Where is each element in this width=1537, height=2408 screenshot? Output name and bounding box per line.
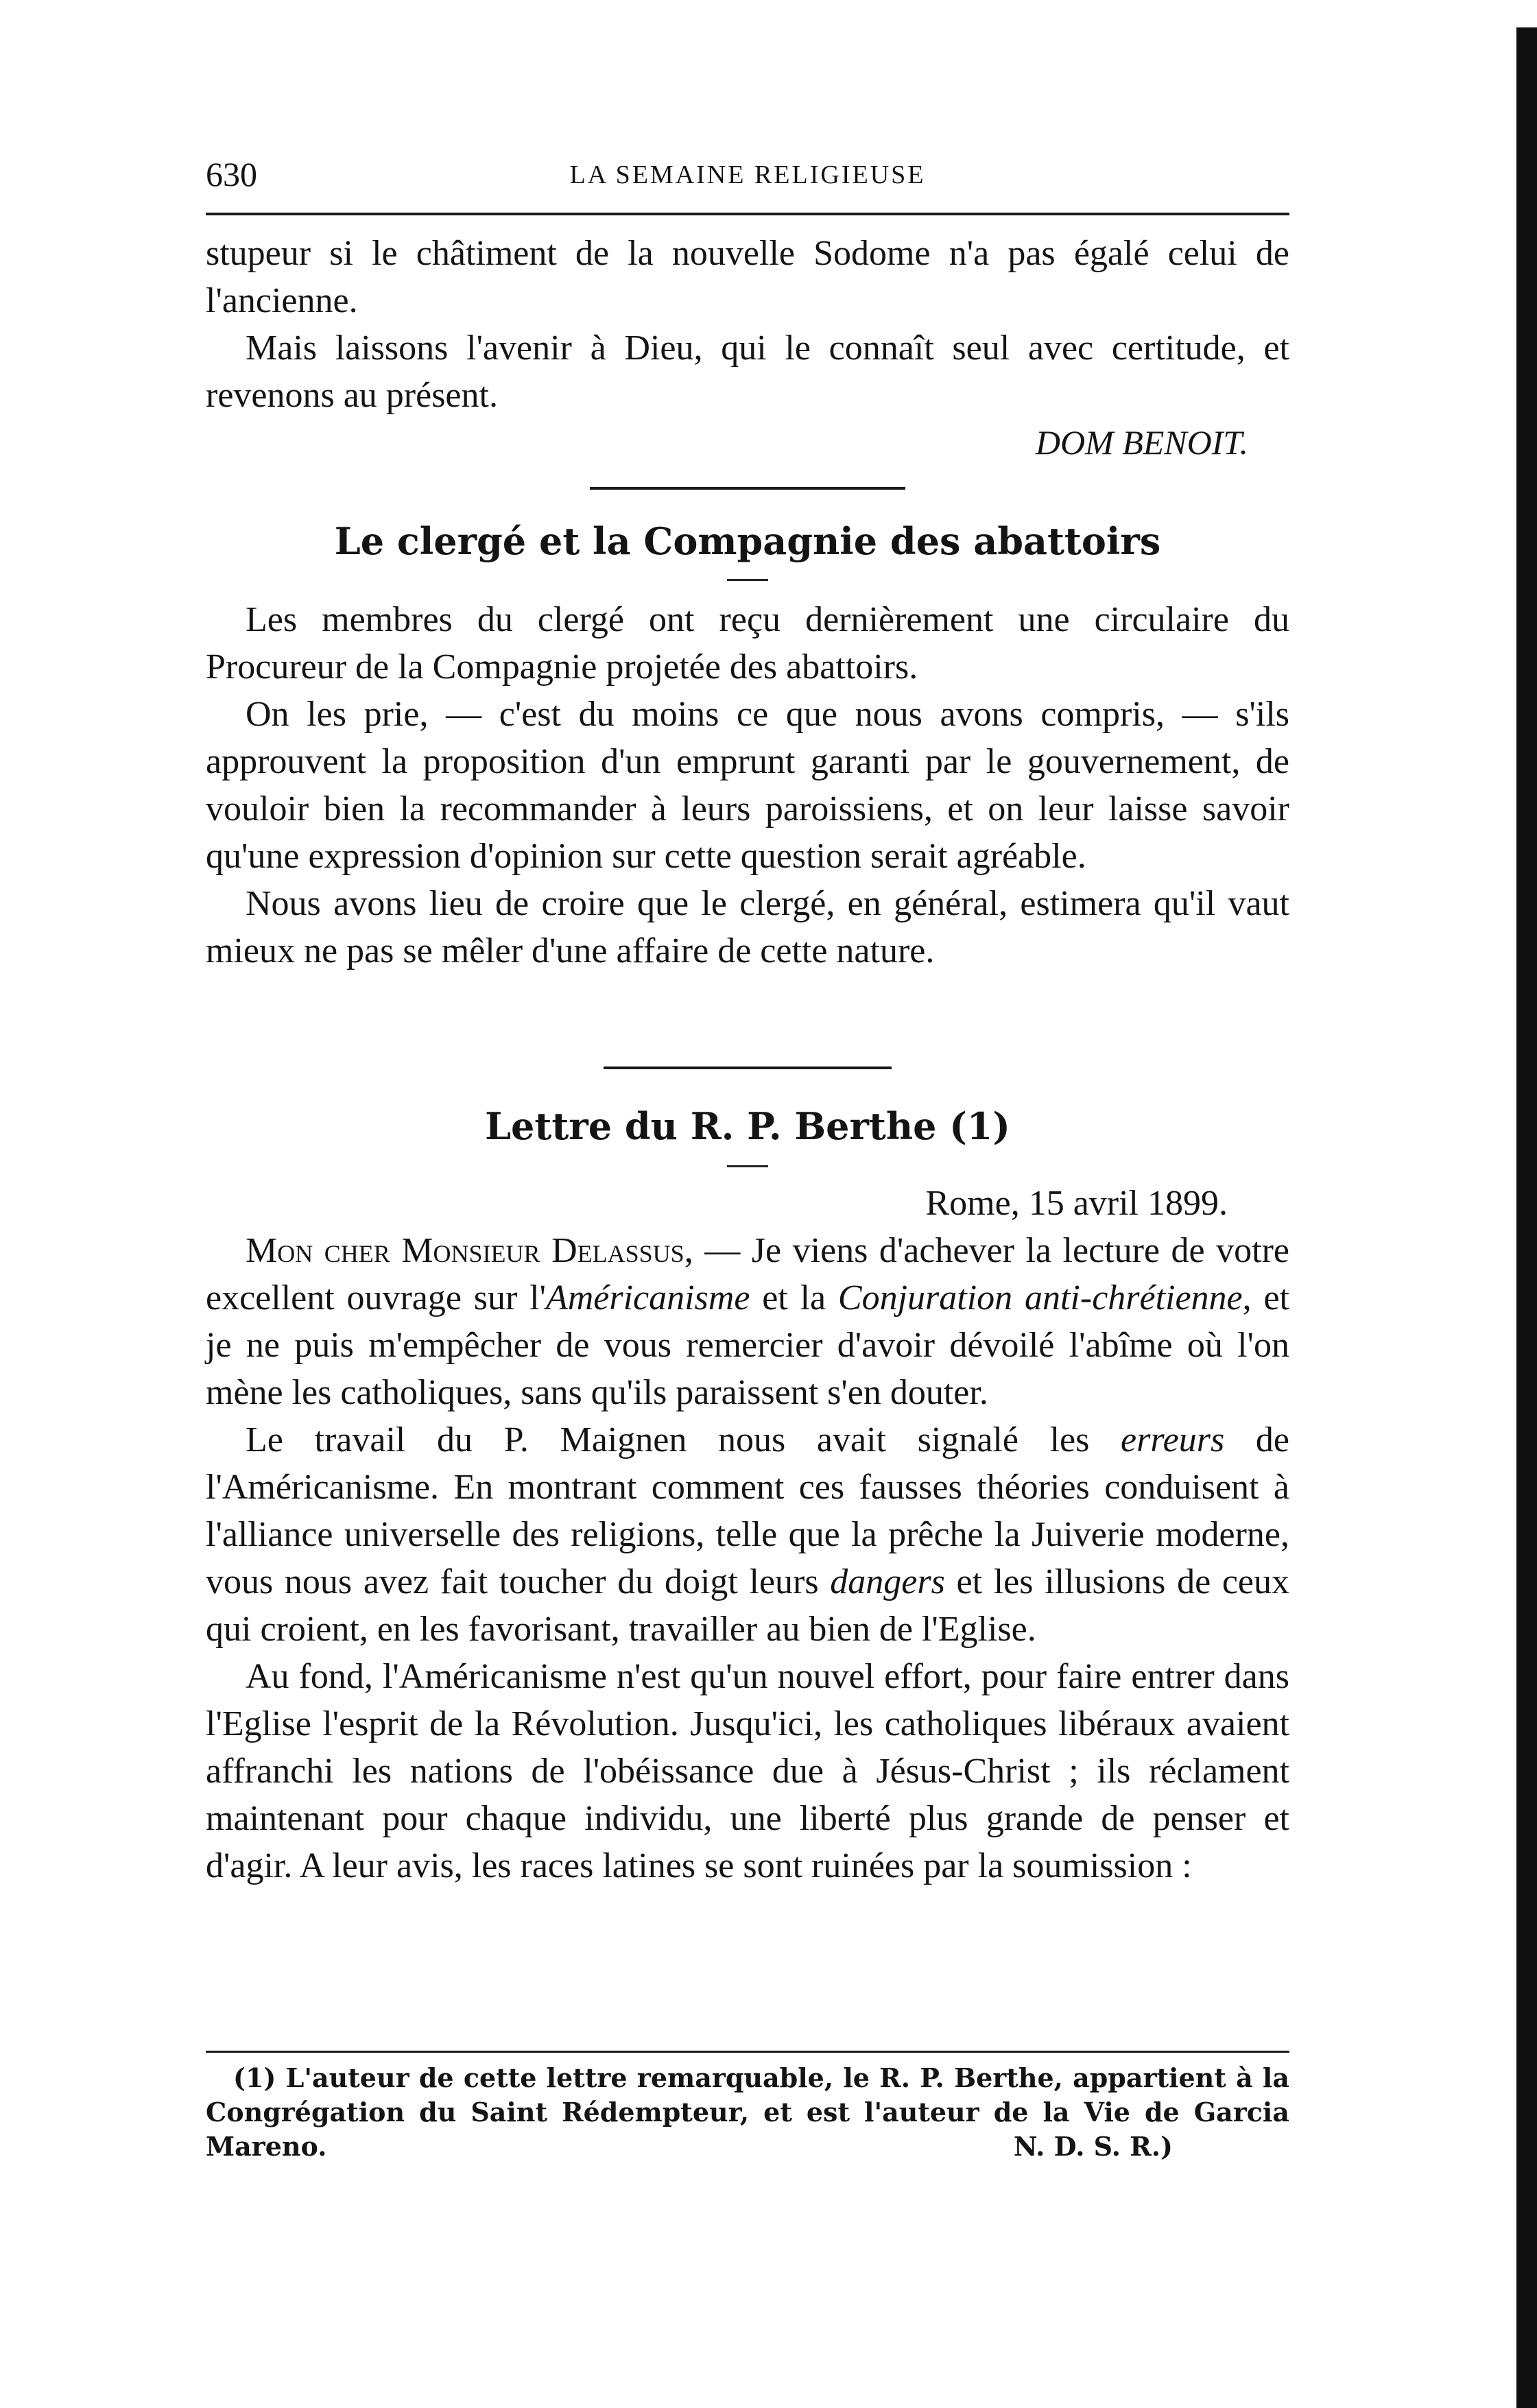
footnote: (1) L'auteur de cette lettre remarquable, le R. P. Berthe, appartient à la Congrégation du Saint Rédempteur, et est l'auteur de la Vie de Garcia Mareno. — [206, 2062, 1289, 2162]
paragraph: On les prie, — c'est du moins ce que nous avons compris, — s'ils approuvent la proposition d'un emprunt garanti par le gouvernement, de vouloir bien la recommander à leurs paroissiens, et on leur laisse savoir qu'une expression d'opinion sur cette question serait agréable. — [206, 695, 1289, 876]
paragraph: Nous avons lieu de croire que le clergé, en général, estimera qu'il vaut mieux ne pas se mêler d'une affaire de cette nature. — [206, 884, 1289, 970]
paragraph: stupeur si le châtiment de la nouvelle Sodome n'a pas égalé celui de l'ancienne. — [206, 234, 1289, 320]
paragraph: Mais laissons l'avenir à Dieu, qui le connaît seul avec certitude, et revenons au présent. — [206, 329, 1289, 415]
paragraph: Au fond, l'Américanisme n'est qu'un nouvel effort, pour faire entrer dans l'Eglise l'esprit de la Révolution. Jusqu'ici, les catholiques libéraux avaient affranchi les nations de l'obéissance due à Jésus-Christ ; ils réclament maintenant pour chaque individu, une liberté plus grande de penser et d'agir. A leur avis, les races latines se sont ruinées par la soumission : — [206, 1657, 1289, 1885]
section-separator — [604, 1066, 892, 1069]
text-run: et les illusions de ceux qui croient, en les favorisant, travailler au bien de l'Eglise. — [206, 1562, 1289, 1649]
italic-word: erreurs — [1121, 1420, 1225, 1459]
text-run: — Je viens d'achever la lecture de votre excellent ouvrage sur l' — [206, 1231, 1289, 1318]
binding-edge — [1516, 27, 1537, 2408]
text-run: Le travail du P. Maignen nous avait signalé les — [246, 1420, 1121, 1459]
article-title: Lettre du R. P. Berthe (1) — [485, 1104, 1010, 1148]
italic-title: Américanisme — [545, 1278, 750, 1318]
letter-salutation: Mon cher Monsieur Delassus, — [246, 1231, 693, 1270]
italic-word: dangers — [830, 1562, 945, 1601]
section-separator — [590, 487, 905, 490]
letter-dateline: Rome, 15 avril 1899. — [925, 1184, 1228, 1223]
text-run: de l'Américanisme. En montrant comment ces fausses théories conduisent à l'alliance universelle des religions, telle que la prêche la Juiverie moderne, vous nous avez fait toucher du doigt leurs — [206, 1420, 1289, 1601]
article-lettre-berthe — [206, 1066, 1289, 1890]
article-clerge-abattoirs — [206, 487, 1289, 975]
page-number: 630 — [206, 155, 257, 193]
title-dash — [727, 579, 768, 581]
italic-title: Conjuration anti-chrétienne — [837, 1278, 1243, 1318]
paragraph — [206, 1227, 1289, 1416]
header-rule — [206, 213, 1289, 215]
title-dash — [727, 1165, 768, 1167]
paragraph — [206, 1416, 1289, 1653]
text-run: , et je ne puis m'empêcher de vous remercier d'avoir dévoilé l'abîme où l'on mène les catholiques, sans qu'ils paraissent s'en douter. — [206, 1278, 1289, 1412]
journal-title: LA SEMAINE RELIGIEUSE — [569, 160, 926, 189]
article-title: Le clergé et la Compagnie des abattoirs — [334, 519, 1161, 563]
footnote-rule — [206, 2051, 1289, 2053]
footnote-signature: N. D. S. R.) — [1013, 2131, 1173, 2162]
article-dom-benoit-end — [206, 230, 1289, 466]
running-head — [206, 154, 1289, 195]
paragraph: Les membres du clergé ont reçu dernièrement une circulaire du Procureur de la Compagnie projetée des abattoirs. — [206, 600, 1289, 687]
author-signature: DOM BENOIT. — [1035, 423, 1248, 462]
text-run: et la — [750, 1278, 838, 1318]
